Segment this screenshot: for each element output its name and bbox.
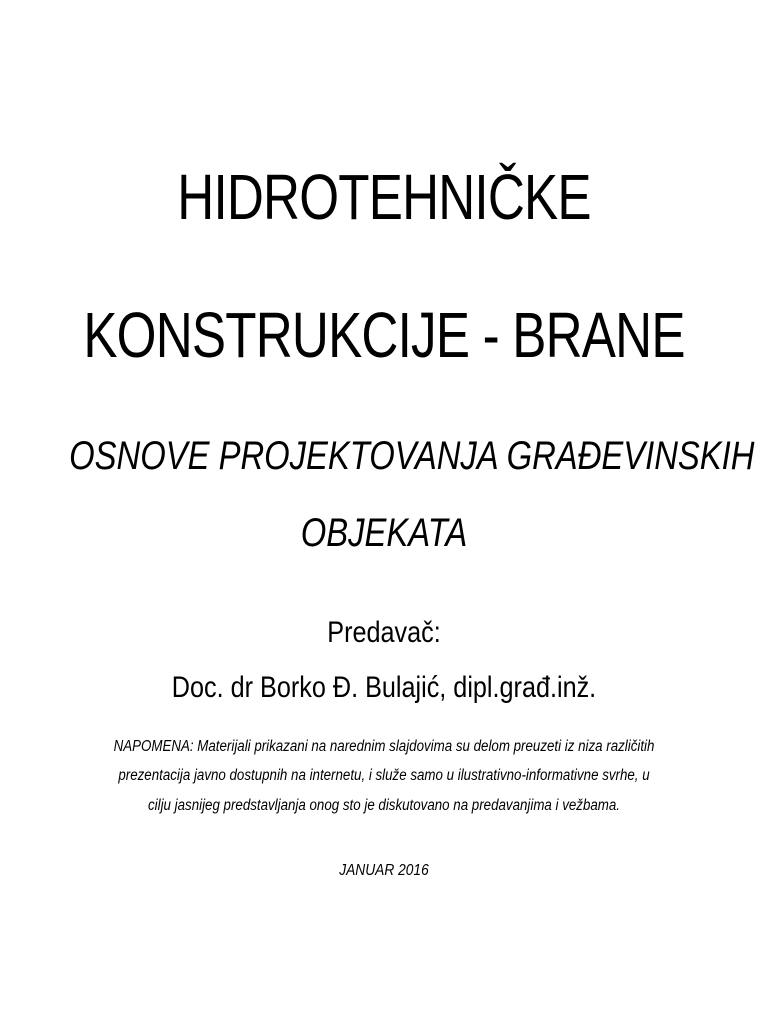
date-label: JANUAR 2016 — [339, 862, 429, 879]
subtitle-line-1: OSNOVE PROJEKTOVANJA GRAĐEVINSKIH — [69, 434, 755, 478]
title-line-1: HIDROTEHNIČKE — [177, 161, 591, 233]
note-line-1: NAPOMENA: Materijali prikazani na narednim slajdovima su delom preuzeti iz niza različitih — [113, 738, 655, 755]
lecturer-label: Predavač: — [327, 616, 441, 649]
lecturer-name: Doc. dr Borko Đ. Bulajić, dipl.građ.inž. — [171, 671, 597, 704]
note-line-2: prezentacija javno dostupnih na internetu, i služe samo u ilustrativno-informativne svrhe, u — [118, 767, 650, 784]
title-line-2: KONSTRUKCIJE - BRANE — [83, 299, 685, 371]
subtitle-line-2: OBJEKATA — [300, 511, 468, 555]
note-line-3: cilju jasnijeg predstavljanja onog sto je diskutovano na predavanjima i vežbama. — [147, 797, 621, 814]
